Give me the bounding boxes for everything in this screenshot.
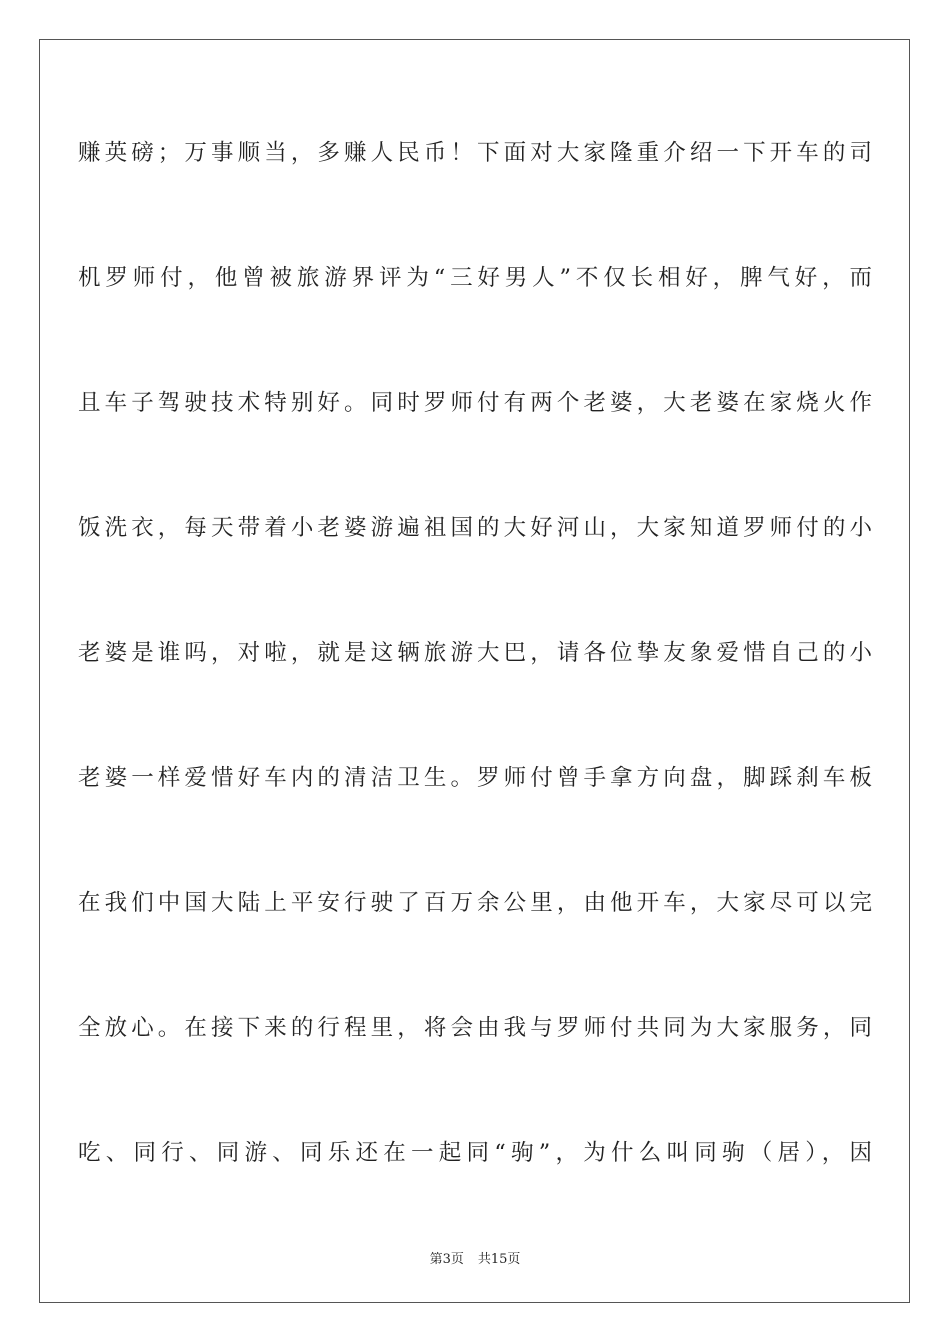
text-line: 且车子驾驶技术特别好。同时罗师付有两个老婆，大老婆在家烧火作 [78, 390, 872, 416]
text-line: 在我们中国大陆上平安行驶了百万余公里，由他开车，大家尽可以完 [78, 890, 872, 916]
page-number: 第3页 [429, 1252, 464, 1267]
text-line: 机罗师付，他曾被旅游界评为“三好男人”不仅长相好，脾气好，而 [78, 265, 872, 291]
text-line: 全放心。在接下来的行程里，将会由我与罗师付共同为大家服务，同 [78, 1015, 872, 1041]
text-line: 赚英磅；万事顺当，多赚人民币！下面对大家隆重介绍一下开车的司 [78, 140, 872, 166]
document-body [78, 124, 872, 1249]
text-line: 老婆一样爱惜好车内的清洁卫生。罗师付曾手拿方向盘，脚踩刹车板 [78, 765, 872, 791]
text-line: 吃、同行、同游、同乐还在一起同“驹”，为什么叫同驹（居），因 [78, 1140, 872, 1166]
page-footer [0, 1248, 950, 1267]
text-line: 饭洗衣，每天带着小老婆游遍祖国的大好河山，大家知道罗师付的小 [78, 515, 872, 541]
text-line: 老婆是谁吗，对啦，就是这辆旅游大巴，请各位挚友象爱惜自己的小 [78, 640, 872, 666]
page-total: 共15页 [477, 1252, 521, 1267]
